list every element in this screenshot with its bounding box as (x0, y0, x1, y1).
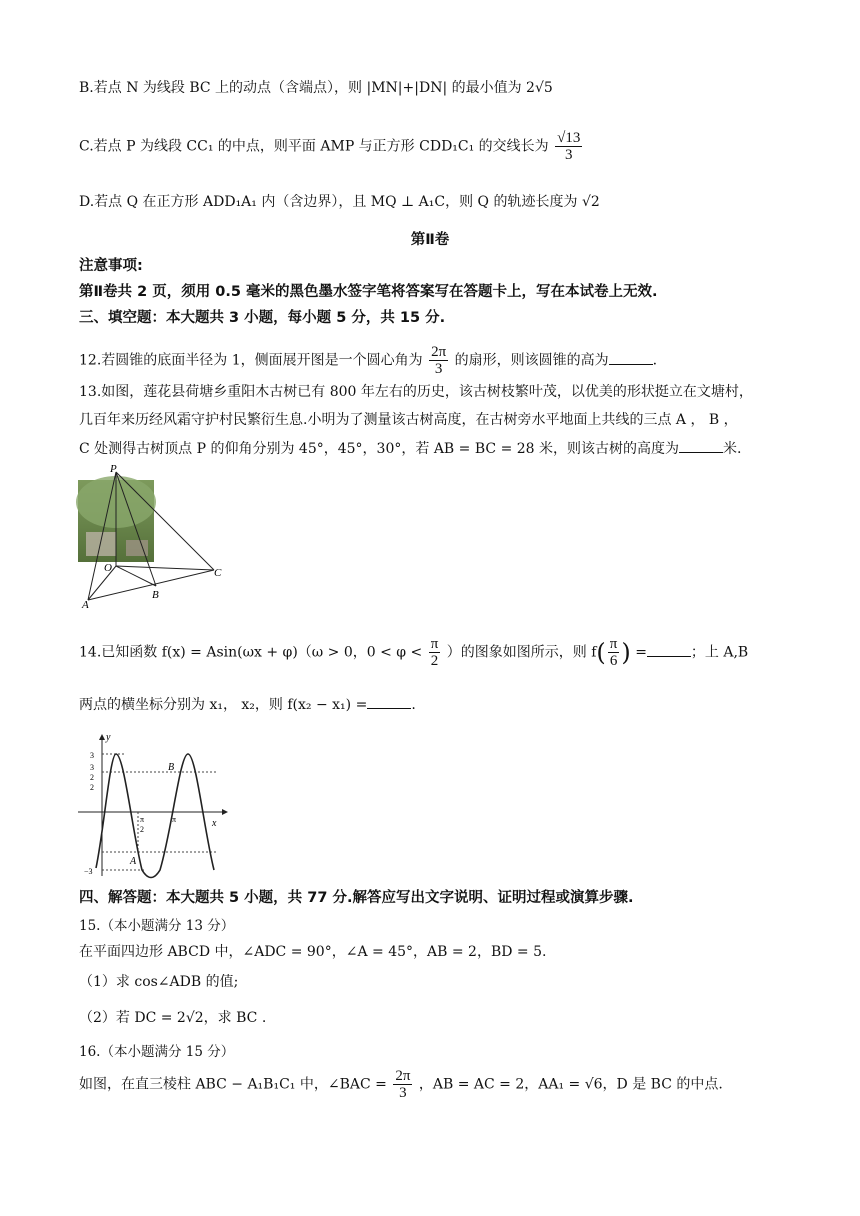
q12-denominator: 3 (434, 361, 443, 377)
q12-numerator: 2π (431, 344, 447, 360)
ground-line (88, 570, 214, 600)
q15-header: 15.（本小题满分 13 分） (79, 918, 235, 934)
q12-fraction (429, 344, 448, 377)
tick-neg3: −3 (84, 867, 93, 876)
notice-text: 第Ⅱ卷共 2 页，须用 0.5 毫米的黑色墨水签字笔将答案写在答题卡上，写在本试卷上无效. (79, 284, 658, 300)
q14-line-2-text: 两点的横坐标分别为 x₁， x₂，则 f(x₂ − x₁) = (79, 697, 368, 713)
q14-l2-end: . (411, 697, 416, 713)
q14-phi-num: π (430, 636, 439, 652)
q14-eq: = (635, 644, 647, 661)
option-c-numerator: √13 (557, 130, 581, 146)
q15-part-1: （1）求 cos∠ADB 的值; (79, 974, 239, 990)
notice-title: 注意事项: (79, 258, 143, 274)
q14-phi-den: 2 (430, 653, 439, 669)
q14-arg-num: π (609, 636, 618, 652)
question-12 (79, 344, 657, 377)
point-b-label: B (168, 762, 175, 773)
part2-title: 第Ⅱ卷 (410, 232, 450, 248)
q15-part-2: （2）若 DC = 2√2，求 BC . (79, 1010, 267, 1026)
question-14: 14.已知函数 f(x) = Asin(ωx + φ)（ω > 0，0 < φ < $\frac{\pi}{2}$ ）的图象如图所示，则 f( $\frac{\pi}{6}$ ) = ；上 A,B (79, 636, 749, 669)
q12-end: . (652, 352, 658, 369)
answer-blank (647, 642, 691, 657)
question-16 (79, 1068, 723, 1101)
tick-3-2-den: 2 (90, 773, 94, 782)
q14-arg-fraction (608, 636, 620, 669)
q14-text-mid: ）的图象如图所示，则 f (446, 644, 597, 661)
label-p: P (110, 463, 117, 475)
tick-3-2-num: 3 (90, 763, 94, 772)
option-c-fraction (555, 130, 582, 163)
q16-text: 如图，在直三棱柱 ABC − A₁B₁C₁ 中，∠BAC = (79, 1076, 387, 1093)
sine-graph-figure (76, 730, 236, 880)
q16-denominator: 3 (399, 1085, 407, 1101)
option-d: D.若点 Q 在正方形 ADD₁A₁ 内（含边界），且 MQ ⊥ A₁C，则 Q 的轨迹长度为 √2 (79, 194, 600, 210)
x-label: x (212, 818, 217, 829)
tick-pi: π (172, 815, 177, 824)
label-o: O (104, 562, 112, 574)
q15-stem: 在平面四边形 ABCD 中，∠ADC = 90°，∠A = 45°，AB = 2，BD = 5. (79, 944, 547, 960)
tick-3: 3 (90, 751, 94, 760)
option-b: B.若点 N 为线段 BC 上的动点（含端点），则 |MN|+|DN| 的最小值为 2√5 (79, 80, 553, 96)
q12-text-post: 的扇形，则该圆锥的高为 (454, 352, 609, 369)
y-label: y (106, 732, 111, 743)
q16-header: 16.（本小题满分 15 分） (79, 1044, 235, 1060)
q14-text-post: ；上 A,B (690, 644, 749, 661)
section3-title: 三、填空题：本大题共 3 小题，每小题 5 分，共 15 分. (79, 310, 446, 326)
option-c (79, 130, 584, 163)
tick-pi-2-den: 2 (140, 825, 144, 834)
q13-line-3 (79, 438, 741, 459)
q12-text: 12.若圆锥的底面半径为 1，侧面展开图是一个圆心角为 (79, 352, 423, 369)
q16-text-post: ，AB = AC = 2，AA₁ = √6，D 是 BC 的中点. (418, 1076, 723, 1093)
tick-2: 2 (90, 783, 94, 792)
q13-line-3-text: C 处测得古树顶点 P 的仰角分别为 45°，45°，30°，若 AB = BC = 28 米，则该古树的高度为 (79, 441, 680, 457)
section4-title: 四、解答题：本大题共 5 小题，共 77 分.解答应写出文字说明、证明过程或演算步骤. (79, 890, 634, 906)
q16-numerator: 2π (395, 1068, 411, 1084)
q16-fraction (393, 1068, 412, 1101)
q14-phi-fraction (429, 636, 441, 669)
q14-arg-den: 6 (609, 653, 618, 669)
q13-line-2: 几百年来历经风霜守护村民繁衍生息.小明为了测量该古树高度，在古树旁水平地面上共线的三点 A ， B ， (79, 412, 738, 428)
tick-pi-2-num: π (140, 815, 145, 824)
q13-line-1: 13.如图，莲花县荷塘乡重阳木古树已有 800 年左右的历史，该古树枝繁叶茂，以优美的形状挺立在文塘村， (79, 384, 753, 400)
label-b: B (152, 589, 159, 601)
q13-end: 米. (723, 441, 742, 457)
option-c-text: C.若点 P 为线段 CC₁ 的中点，则平面 AMP 与正方形 CDD₁C₁ 的交线长为 (79, 138, 549, 155)
point-a-label: A (130, 856, 137, 867)
answer-blank (679, 438, 723, 453)
label-a: A (82, 599, 89, 611)
q14-line-2 (79, 694, 416, 715)
sine-curve (96, 754, 214, 878)
tree-measurement-figure (76, 462, 226, 612)
option-c-denominator: 3 (565, 147, 573, 163)
label-c: C (214, 567, 222, 579)
q14-text: 14.已知函数 f(x) = Asin(ωx + φ)（ω > 0，0 < φ < (79, 644, 423, 661)
answer-blank (609, 350, 653, 365)
answer-blank (367, 694, 411, 709)
